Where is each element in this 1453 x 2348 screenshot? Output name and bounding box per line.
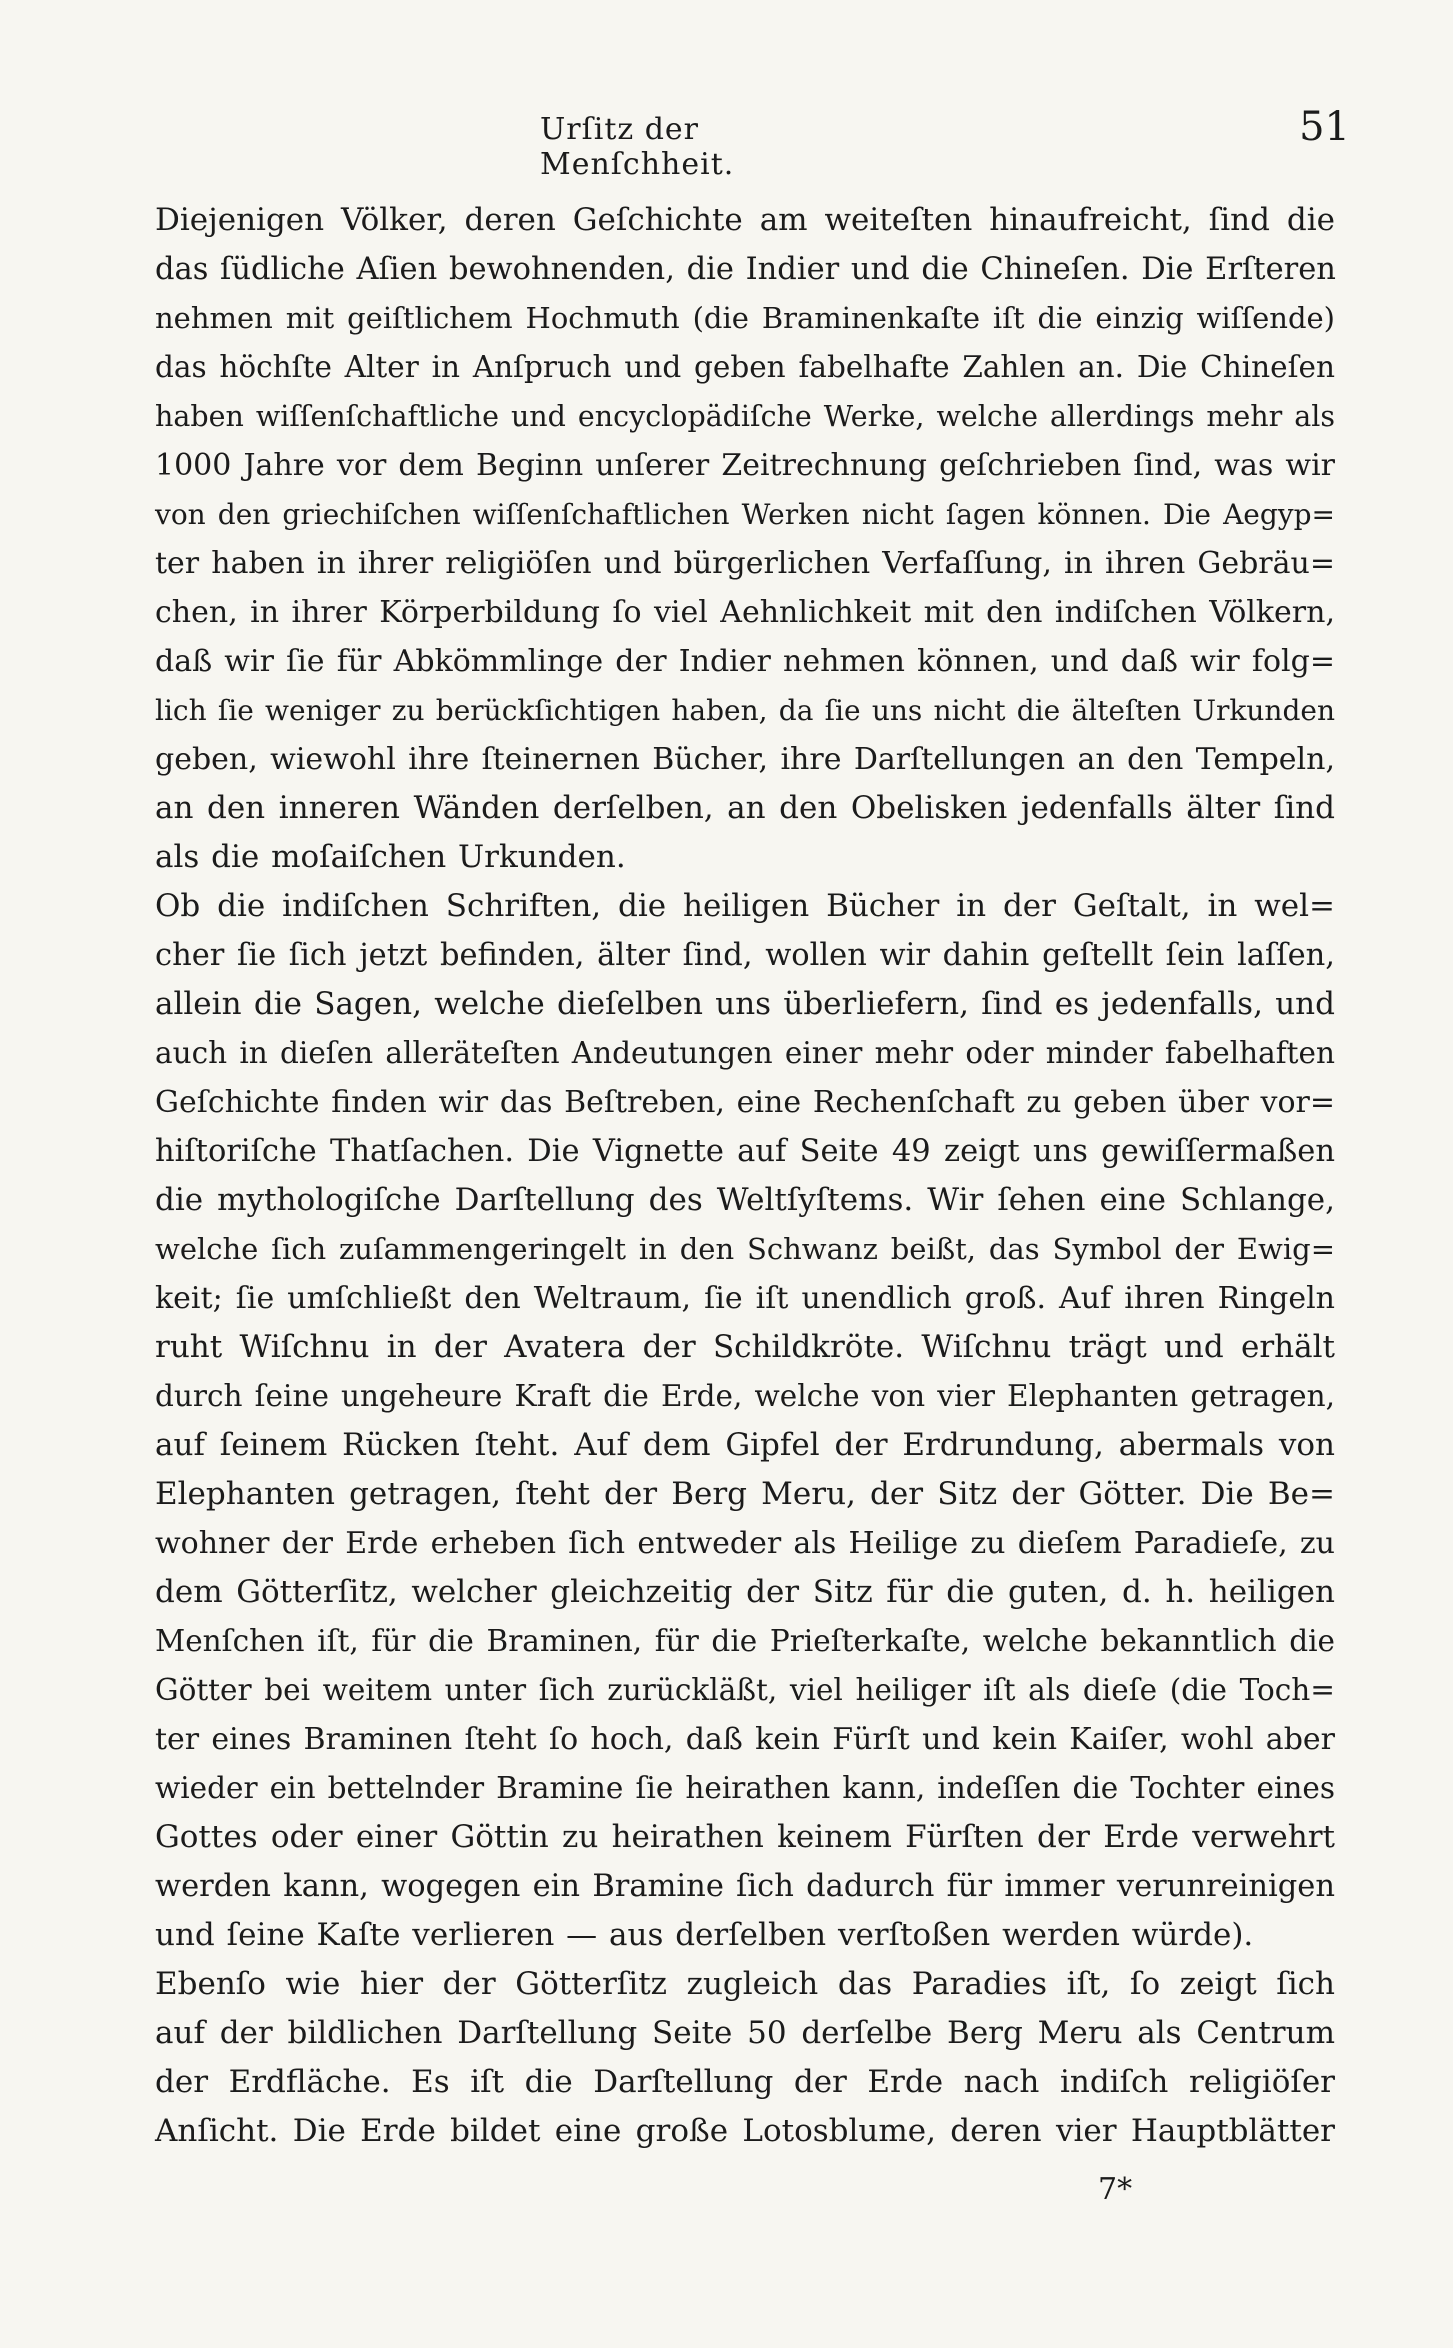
text-line: an den inneren Wänden derſelben, an den Obelisken jedenfalls älter ſind [155,790,1335,826]
text-line: Diejenigen Völker, deren Geſchichte am weiteſten hinaufreicht, ſind die [155,202,1335,238]
text-line: welche ſich zuſammengeringelt in den Schwanz beißt, das Symbol der Ewig= [155,1232,1335,1266]
text-line: hiſtoriſche Thatſachen. Die Vignette auf Seite 49 zeigt uns gewiſſermaßen [155,1134,1335,1169]
text-line: geben, wiewohl ihre ſteinernen Bücher, ihre Darſtellungen an den Tempeln, [155,742,1335,777]
text-line: Menſchen iſt, für die Braminen, für die Prieſterkaſte, welche bekanntlich die [155,1624,1335,1658]
text-line: Gottes oder einer Göttin zu heirathen keinem Fürſten der Erde verwehrt [155,1819,1335,1855]
text-line: daß wir ſie für Abkömmlinge der Indier nehmen können, und daß wir folg= [155,644,1335,679]
text-line: als die moſaiſchen Urkunden. [155,839,626,875]
body-text [155,196,1335,2156]
text-line: auch in dieſen alleräteſten Andeutungen einer mehr oder minder fabelhaften [155,1036,1335,1070]
text-line: haben wiſſenſchaftliche und encyclopädiſche Werke, welche allerdings mehr als [155,400,1335,433]
text-line: nehmen mit geiſtlichem Hochmuth (die Braminenkaſte iſt die einzig wiſſende) [155,301,1335,335]
text-line: ruht Wiſchnu in der Avatera der Schildkröte. Wiſchnu trägt und erhält [155,1329,1335,1365]
text-line: werden kann, wogegen ein Bramine ſich dadurch für immer verunreinigen [155,1869,1335,1904]
text-line: das höchſte Alter in Anſpruch und geben fabelhafte Zahlen an. Die Chineſen [155,350,1335,384]
text-line: Ob die indiſchen Schriften, die heiligen Bücher in der Geſtalt, in wel= [155,888,1335,924]
text-line: chen, in ihrer Körperbildung ſo viel Aehnlichkeit mit den indiſchen Völkern, [155,595,1335,630]
text-line: Götter bei weitem unter ſich zurückläßt, viel heiliger iſt als dieſe (die Toch= [155,1673,1335,1707]
text-line: 1000 Jahre vor dem Beginn unſerer Zeitrechnung geſchrieben ſind, was wir [155,448,1335,483]
text-line: cher ſie ſich jetzt befinden, älter ſind, wollen wir dahin geſtellt ſein laſſen, [155,938,1335,973]
text-line: Ebenſo wie hier der Götterſitz zugleich das Paradies iſt, ſo zeigt ſich [155,1966,1335,2002]
text-line: Elephanten getragen, ſteht der Berg Meru, der Sitz der Götter. Die Be= [155,1476,1335,1512]
text-line: auf ſeinem Rücken ſteht. Auf dem Gipfel der Erdrundung, abermals von [155,1427,1335,1463]
text-line: wieder ein bettelnder Bramine ſie heirathen kann, indeſſen die Tochter eines [155,1771,1335,1805]
running-title: Urſitz der Menſchheit. [540,112,735,182]
text-line: und ſeine Kaſte verlieren — aus derſelben verſtoßen werden würde). [155,1917,1254,1953]
text-line: durch ſeine ungeheure Kraft die Erde, welche von vier Elephanten getragen, [155,1379,1335,1413]
text-line: Geſchichte finden wir das Beſtreben, eine Rechenſchaft zu geben über vor= [155,1085,1335,1120]
text-line: auf der bildlichen Darſtellung Seite 50 derſelbe Berg Meru als Centrum [155,2015,1335,2051]
text-line: keit; ſie umſchließt den Weltraum, ſie iſt unendlich groß. Auf ihren Ringeln [155,1281,1335,1316]
text-line: die mythologiſche Darſtellung des Weltſyſtems. Wir ſehen eine Schlange, [155,1182,1335,1218]
text-line: ter haben in ihrer religiöſen und bürgerlichen Verfaſſung, in ihren Gebräu= [155,546,1335,581]
text-line: das ſüdliche Aſien bewohnenden, die Indier und die Chineſen. Die Erſteren [155,252,1336,287]
text-line: dem Götterſitz, welcher gleichzeitig der Sitz für die guten, d. h. heiligen [155,1574,1335,1610]
text-line: von den griechiſchen wiſſenſchaftlichen Werken nicht ſagen können. Die Aegyp= [155,498,1335,531]
text-line: ter eines Braminen ſteht ſo hoch, daß kein Fürſt und kein Kaiſer, wohl aber [155,1722,1335,1757]
page-number: 51 [1299,104,1350,150]
text-line: wohner der Erde erheben ſich entweder als Heilige zu dieſem Paradieſe, zu [155,1526,1335,1561]
text-line: allein die Sagen, welche dieſelben uns überliefern, ſind es jedenfalls, und [155,986,1335,1022]
text-line: Anſicht. Die Erde bildet eine große Lotosblume, deren vier Hauptblätter [155,2113,1335,2149]
text-line: der Erdfläche. Es iſt die Darſtellung der Erde nach indiſch religiöſer [155,2064,1335,2100]
text-line: lich ſie weniger zu berückſichtigen haben, da ſie uns nicht die älteſten Urkunden [155,694,1335,727]
signature-mark: 7* [1098,2172,1133,2207]
